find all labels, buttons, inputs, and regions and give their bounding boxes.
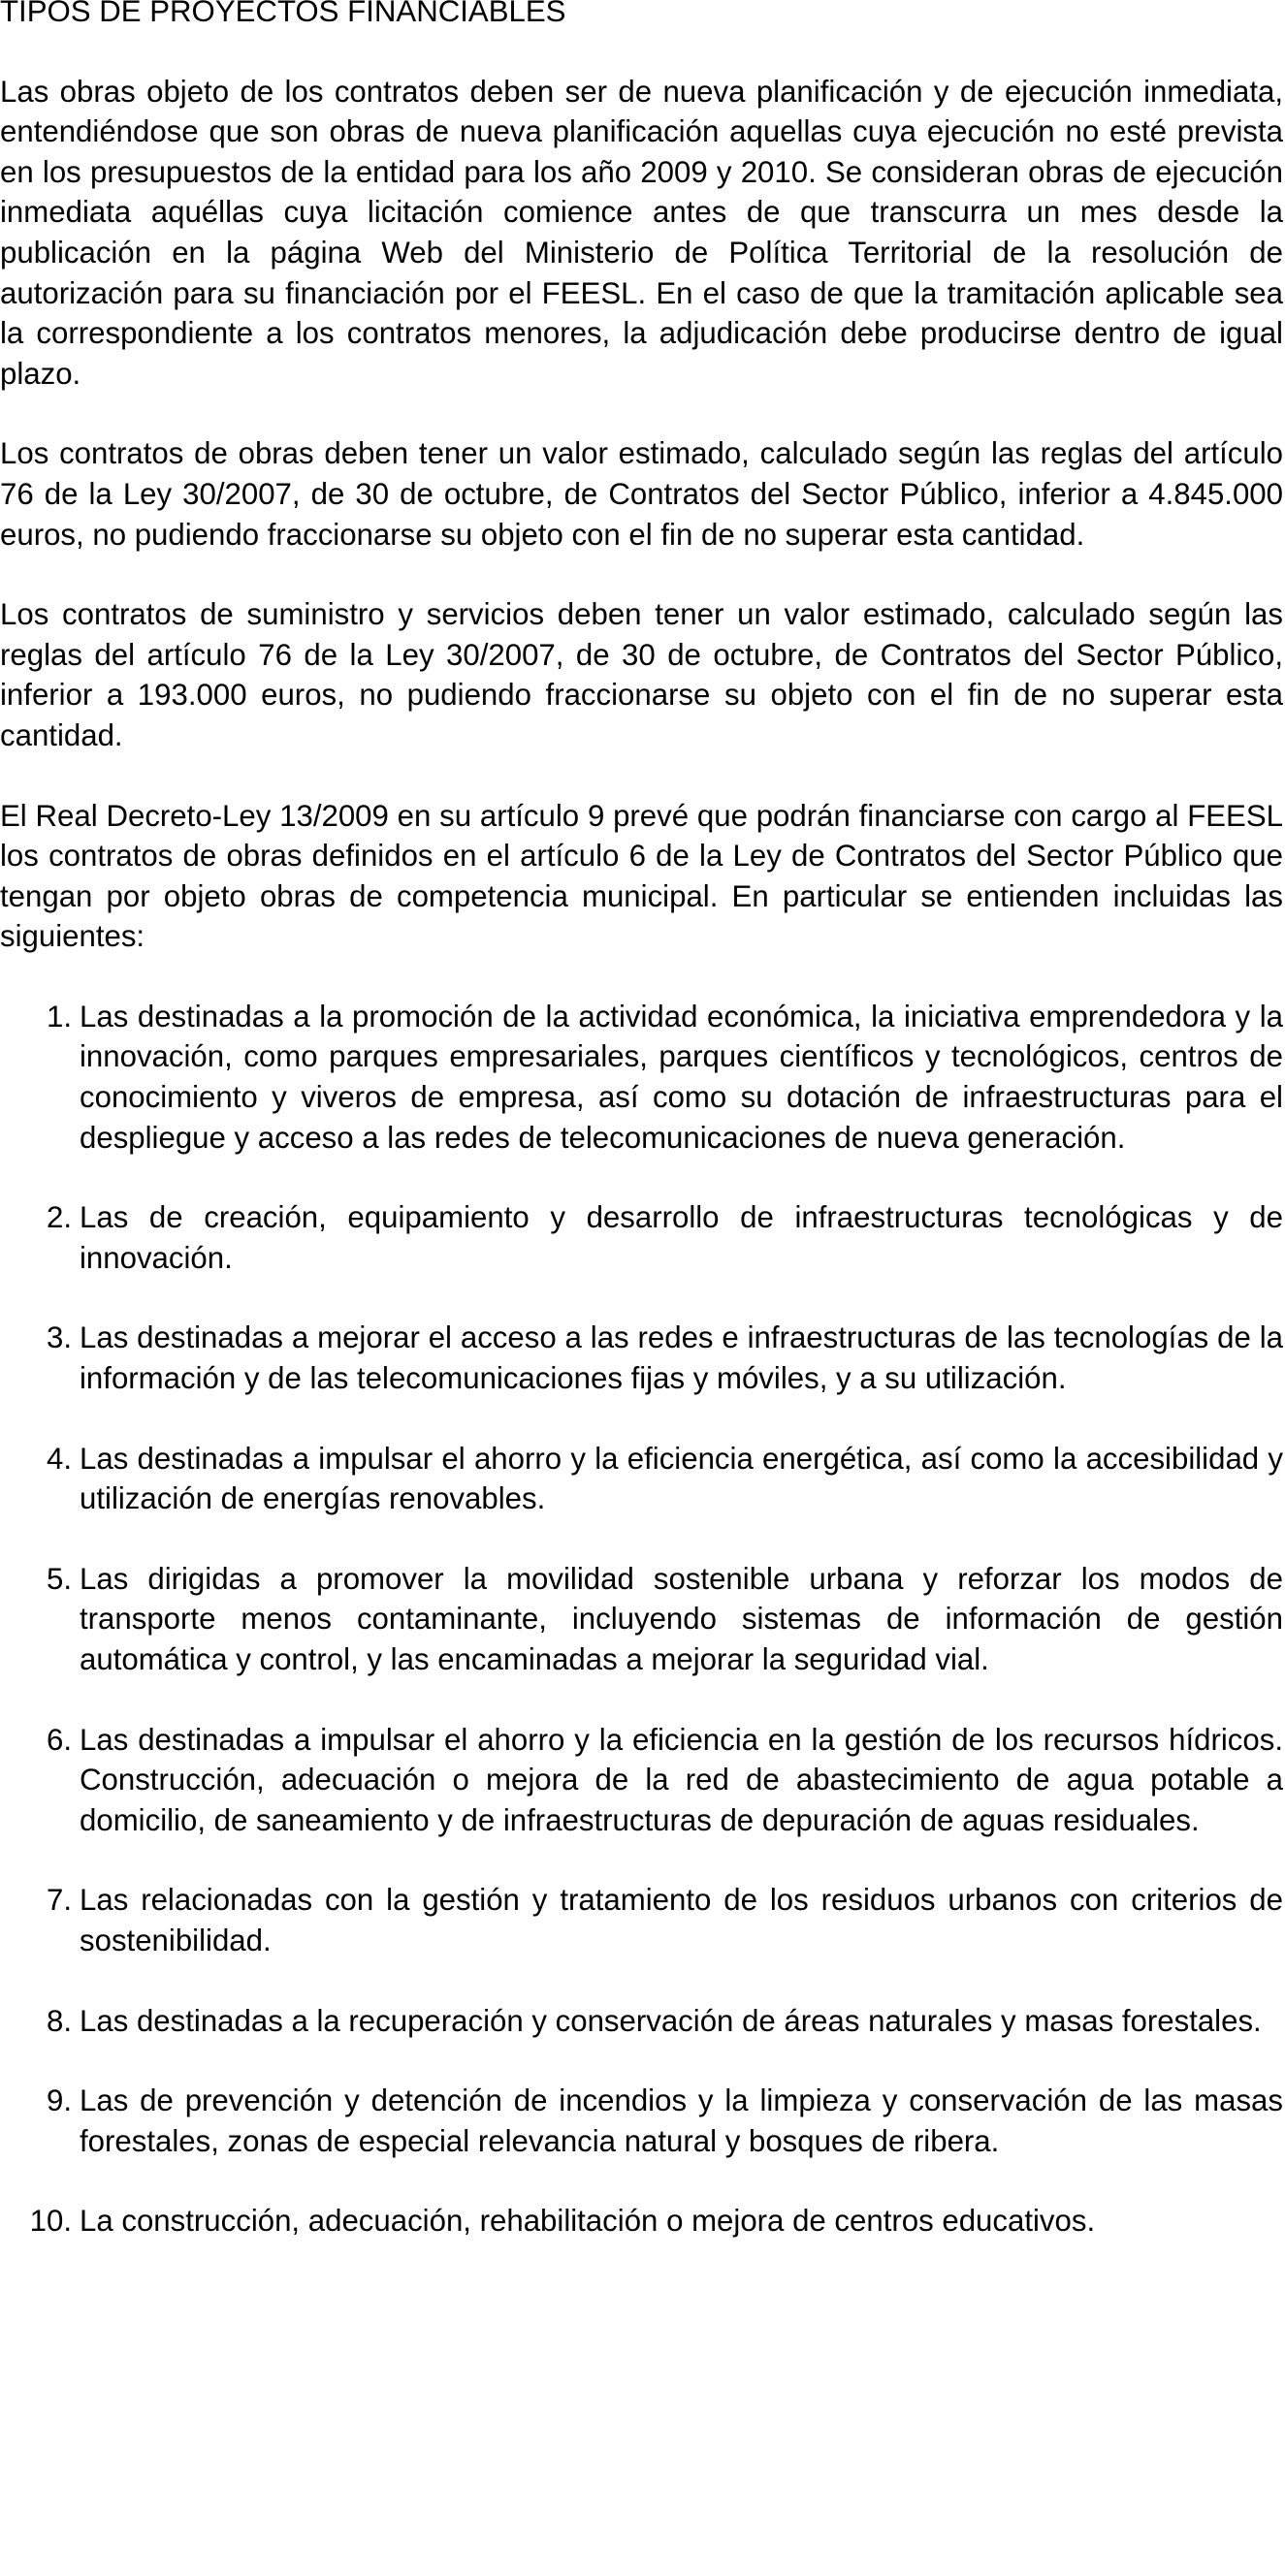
list-item-number: 9. (46, 2083, 72, 2118)
list-item (0, 1318, 1283, 1398)
list-item-number: 3. (46, 1320, 72, 1355)
list-item (0, 2201, 1283, 2242)
list-item-number: 4. (46, 1441, 72, 1476)
list-item-number: 6. (46, 1722, 72, 1757)
list-item (0, 997, 1283, 1158)
list-item (0, 1197, 1283, 1278)
list-item (0, 1559, 1283, 1680)
list-item-text: Las destinadas a mejorar el acceso a las redes e infraestructuras de las tecnologías de la información y de las telecomunicaciones fijas y móviles, y a su utilización. (80, 1320, 1283, 1396)
paragraph-supply-services-contracts: Los contratos de suministro y servicios deben tener un valor estimado, calculado según las reglas del artículo 76 de la Ley 30/2007, de 30 de octubre, de Contratos del Sector Público, inferior a 193.000 euros, no pudiendo fraccionarse su objeto con el fin de no superar esta cantidad. (0, 597, 1283, 752)
list-item-text: Las destinadas a impulsar el ahorro y la eficiencia en la gestión de los recursos hídricos. Construcción, adecuación o mejora de la red de abastecimiento de agua potable a domicilio, de saneamiento y de infraestructuras de depuración de aguas residuales. (80, 1722, 1283, 1837)
list-item-number: 7. (46, 1883, 72, 1918)
list-item-number: 1. (46, 999, 72, 1034)
paragraph-royal-decree: El Real Decreto-Ley 13/2009 en su artículo 9 prevé que podrán financiarse con cargo al FEESL los contratos de obras definidos en el artículo 6 de la Ley de Contratos del Sector Público que tengan por objeto obras de competencia municipal. En particular se entienden incluidas las siguientes: (0, 798, 1283, 954)
list-item (0, 1439, 1283, 1519)
list-item-text: Las relacionadas con la gestión y tratamiento de los residuos urbanos con criterios de sostenibilidad. (80, 1883, 1283, 1957)
list-item (0, 2001, 1283, 2042)
list-item-number: 8. (46, 2003, 72, 2038)
document-title: TIPOS DE PROYECTOS FINANCIABLES (0, 0, 566, 28)
list-item (0, 1880, 1283, 1960)
eligible-works-list (0, 997, 1283, 2242)
list-item-text: La construcción, adecuación, rehabilitación o mejora de centros educativos. (80, 2204, 1096, 2239)
paragraph-new-planning: Las obras objeto de los contratos deben ser de nueva planificación y de ejecución inmediata, entendiéndose que son obras de nueva planificación aquellas cuya ejecución no esté prevista en los presupuestos de la entidad para los año 2009 y 2010. Se consideran obras de ejecución inmediata aquéllas cuya licitación comience antes de que transcurra un mes desde la publicación en la página Web del Ministerio de Política Territorial de la resolución de autorización para su financiación por el FEESL. En el caso de que la tramitación aplicable sea la correspondiente a los contratos menores, la adjudicación debe producirse dentro de igual plazo. (0, 74, 1283, 391)
list-item-text: Las destinadas a la promoción de la actividad económica, la iniciativa emprendedora y la innovación, como parques empresariales, parques científicos y tecnológicos, centros de conocimiento y viveros de empresa, así como su dotación de infraestructuras para el despliegue y acceso a las redes de telecomunicaciones de nueva generación. (80, 999, 1283, 1155)
paragraph-works-contracts: Los contratos de obras deben tener un valor estimado, calculado según las reglas del artículo 76 de la Ley 30/2007, de 30 de octubre, de Contratos del Sector Público, inferior a 4.845.000 euros, no pudiendo fraccionarse su objeto con el fin de no superar esta cantidad. (0, 436, 1283, 552)
list-item-text: Las de prevención y detención de incendios y la limpieza y conservación de las masas forestales, zonas de especial relevancia natural y bosques de ribera. (80, 2083, 1283, 2158)
list-item (0, 1720, 1283, 1841)
list-item-text: Las destinadas a impulsar el ahorro y la eficiencia energética, así como la accesibilidad y utilización de energías renovables. (80, 1441, 1283, 1516)
list-item-number: 5. (46, 1561, 72, 1596)
list-item-text: Las destinadas a la recuperación y conservación de áreas naturales y masas forestales. (80, 2003, 1262, 2038)
list-item-text: Las de creación, equipamiento y desarrollo de infraestructuras tecnológicas y de innovación. (80, 1200, 1283, 1275)
list-item-number: 2. (46, 1200, 72, 1235)
list-item-text: Las dirigidas a promover la movilidad sostenible urbana y reforzar los modos de transporte menos contaminante, incluyendo sistemas de información de gestión automática y control, y las encaminadas a mejorar la seguridad vial. (80, 1561, 1283, 1676)
list-item-number: 10. (29, 2204, 72, 2239)
list-item (0, 2081, 1283, 2161)
